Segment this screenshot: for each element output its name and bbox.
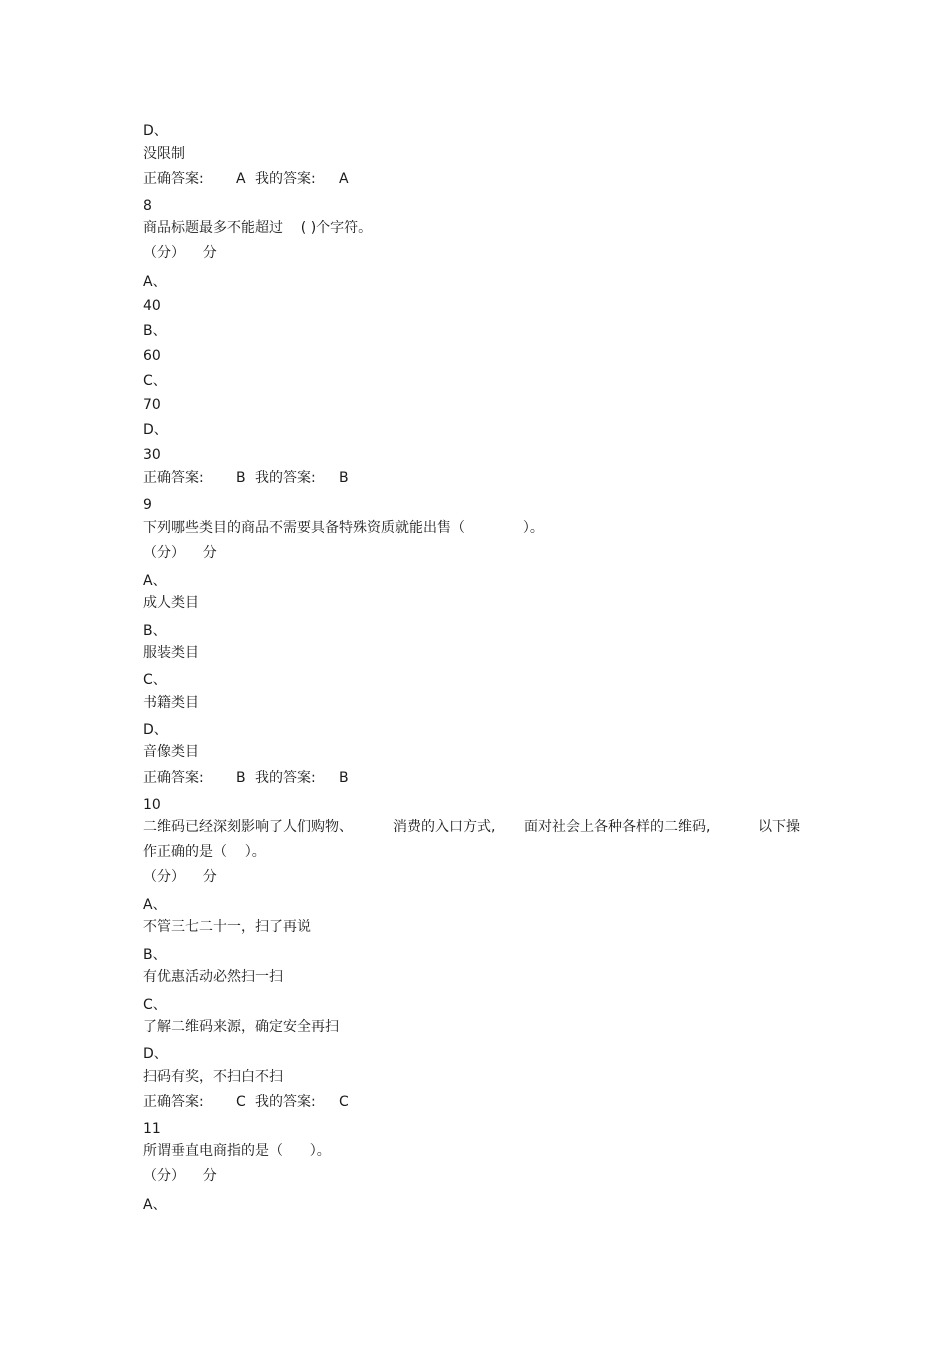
option-text: 没限制 (143, 146, 185, 162)
question-score: （分） 分 (143, 1168, 217, 1184)
option-letter: A、 (143, 897, 167, 913)
option-letter: B、 (143, 623, 167, 639)
option-letter: A、 (143, 573, 167, 589)
correct-answer-value: A (236, 171, 246, 187)
correct-answer-label: 正确答案: (143, 470, 204, 486)
option-text: 扫码有奖，不扫白不扫 (143, 1069, 283, 1085)
option-text: 了解二维码来源，确定安全再扫 (143, 1019, 339, 1035)
question-stem: 商品标题最多不能超过 ( )个字符。 (143, 220, 373, 236)
option-letter: C、 (143, 373, 167, 389)
option-text: 不管三七二十一，扫了再说 (143, 919, 311, 935)
option-letter: D、 (143, 123, 168, 139)
my-answer-label: 我的答案: (255, 770, 316, 786)
correct-answer-label: 正确答案: (143, 1094, 204, 1110)
correct-answer-label: 正确答案: (143, 171, 204, 187)
my-answer-value: A (339, 171, 349, 187)
question-number: 11 (143, 1121, 161, 1137)
option-letter: A、 (143, 1197, 167, 1213)
question-number: 8 (143, 198, 152, 214)
option-letter: D、 (143, 1046, 168, 1062)
option-letter: D、 (143, 722, 168, 738)
option-text: 有优惠活动必然扫一扫 (143, 969, 283, 985)
option-text: 书籍类目 (143, 695, 199, 711)
option-text: 30 (143, 447, 161, 463)
option-text: 成人类目 (143, 595, 199, 611)
question-stem-part: 以下操 (758, 819, 800, 835)
option-letter: B、 (143, 947, 167, 963)
my-answer-value: B (339, 470, 349, 486)
question-number: 9 (143, 497, 152, 513)
my-answer-label: 我的答案: (255, 470, 316, 486)
question-stem-continued: 作正确的是（ ）。 (143, 844, 266, 860)
question-stem-part: 二维码已经深刻影响了人们购物、 (143, 819, 353, 835)
my-answer-label: 我的答案: (255, 1094, 316, 1110)
option-text: 服装类目 (143, 645, 199, 661)
question-number: 10 (143, 797, 161, 813)
correct-answer-label: 正确答案: (143, 770, 204, 786)
correct-answer-value: B (236, 470, 246, 486)
question-score: （分） 分 (143, 869, 217, 885)
option-text: 70 (143, 397, 161, 413)
question-stem: 所谓垂直电商指的是（ ）。 (143, 1143, 331, 1159)
my-answer-value: B (339, 770, 349, 786)
question-stem: 下列哪些类目的商品不需要具备特殊资质就能出售（ ）。 (143, 520, 544, 536)
option-text: 40 (143, 298, 161, 314)
option-text: 音像类目 (143, 744, 199, 760)
correct-answer-value: B (236, 770, 246, 786)
option-text: 60 (143, 348, 161, 364)
option-letter: A、 (143, 274, 167, 290)
option-letter: B、 (143, 323, 167, 339)
question-score: （分） 分 (143, 545, 217, 561)
my-answer-value: C (339, 1094, 349, 1110)
option-letter: D、 (143, 422, 168, 438)
correct-answer-value: C (236, 1094, 246, 1110)
my-answer-label: 我的答案: (255, 171, 316, 187)
option-letter: C、 (143, 672, 167, 688)
question-stem-part: 面对社会上各种各样的二维码, (524, 819, 711, 835)
option-letter: C、 (143, 997, 167, 1013)
question-stem-part: 消费的入口方式, (393, 819, 496, 835)
question-score: （分） 分 (143, 245, 217, 261)
